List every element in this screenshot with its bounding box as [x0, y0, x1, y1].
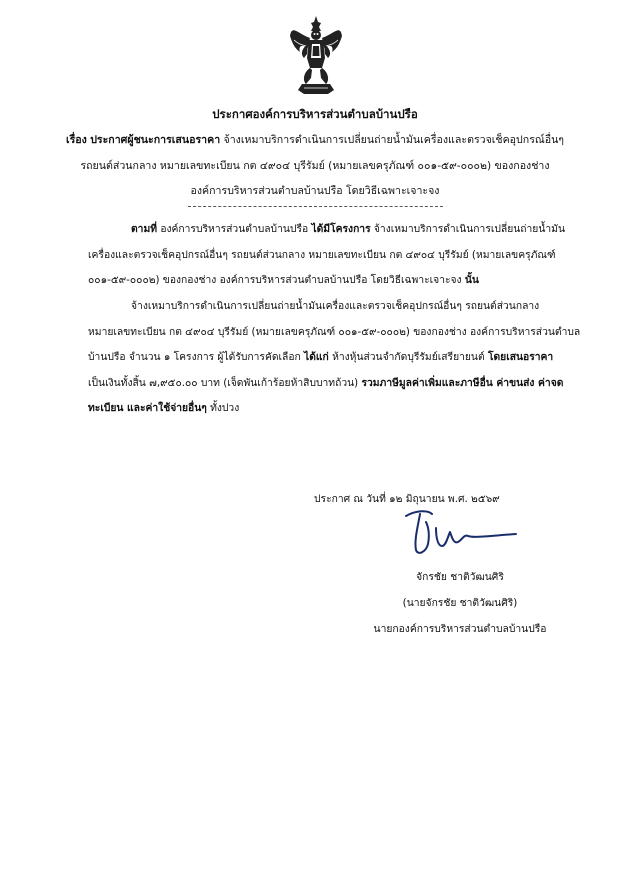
paragraph-1-line-1: ตามที่ องค์การบริหารส่วนตำบลบ้านปรือ ได้มีโครงการ จ้างเหมาบริการดำเนินการเปลี่ยนถ่ายน้ำมัน: [131, 223, 565, 235]
announcement-date: [314, 490, 500, 507]
subject-label: เรื่อง: [65, 134, 87, 146]
paragraph-2: [88, 294, 581, 422]
subject-text: จ้างเหมาบริการดำเนินการเปลี่ยนถ่ายน้ำมันเครื่องและตรวจเช็คอุปกรณ์อื่นๆ: [223, 134, 565, 146]
announce-label: ประกาศ ณ วันที่: [314, 493, 386, 505]
paragraph-1-line-3: ๐๐๑-๕๙-๐๐๐๒) ของกองช่าง องค์การบริหารส่วนตำบลบ้านปรือ โดยวิธีเฉพาะเจาะจง นั้น: [88, 274, 479, 286]
handwritten-signature: [398, 506, 528, 558]
section-divider: [188, 206, 443, 207]
signer-full-name: (นายจักรชัย ชาติวัฒนศิริ): [402, 597, 518, 609]
paragraph-2-line-3: บ้านปรือ จำนวน ๑ โครงการ ผู้ได้รับการคัดเลือก ได้แก่ ห้างหุ้นส่วนจำกัดบุรีรัมย์เสรียายนต์ โดยเสนอราคา: [88, 351, 554, 363]
paragraph-2-line-5: ทะเบียน และค่าใช้จ่ายอื่นๆ ทั้งปวง: [88, 402, 240, 414]
signer-position: นายกองค์การบริหารส่วนตำบลบ้านปรือ: [373, 623, 547, 635]
garuda-emblem-icon: [288, 14, 344, 96]
paragraph-1: [88, 217, 565, 294]
paragraph-2-line-2: หมายเลขทะเบียน กต ๔๙๐๔ บุรีรัมย์ (หมายเลขครุภัณฑ์ ๐๐๑-๕๙-๐๐๐๒) ของกองช่าง องค์การบริหารส่วนตำบล: [88, 325, 581, 338]
document-title: ประกาศองค์การบริหารส่วนตำบลบ้านปรือ: [212, 107, 418, 121]
paragraph-2-line-1: จ้างเหมาบริการดำเนินการเปลี่ยนถ่ายน้ำมันเครื่องและตรวจเช็คอุปกรณ์อื่นๆ รถยนต์ส่วนกลาง: [131, 300, 540, 312]
paragraph-1-line-2: เครื่องและตรวจเช็คอุปกรณ์อื่นๆ รถยนต์ส่วนกลาง หมายเลขทะเบียน กต ๔๙๐๔ บุรีรัมย์ (หมายเลขครุภัณฑ์: [88, 248, 556, 261]
lead-word: ตามที่: [131, 223, 158, 235]
signer-name: จักรชัย ชาติวัฒนศิริ: [416, 571, 504, 583]
subject-line-2: รถยนต์ส่วนกลาง หมายเลขทะเบียน กต ๔๙๐๔ บุรีรัมย์ (หมายเลขครุภัณฑ์ ๐๐๑-๕๙-๐๐๐๒) ของกองช่าง: [80, 160, 550, 172]
subject-heading: ประกาศผู้ชนะการเสนอราคา: [90, 134, 221, 146]
subject-line-1: [0, 131, 630, 148]
subject-line-3: องค์การบริหารส่วนตำบลบ้านปรือ โดยวิธีเฉพาะเจาะจง: [190, 185, 440, 197]
paragraph-2-line-4: เป็นเงินทั้งสิ้น ๗,๙๕๐.๐๐ บาท (เจ็ดพันเก้าร้อยห้าสิบบาทถ้วน) รวมภาษีมูลค่าเพิ่มและภาษีอื่น ค่าขนส่ง ค่าจด: [88, 376, 564, 389]
announce-date: ๑๒ มิถุนายน พ.ศ. ๒๕๖๙: [385, 493, 500, 505]
